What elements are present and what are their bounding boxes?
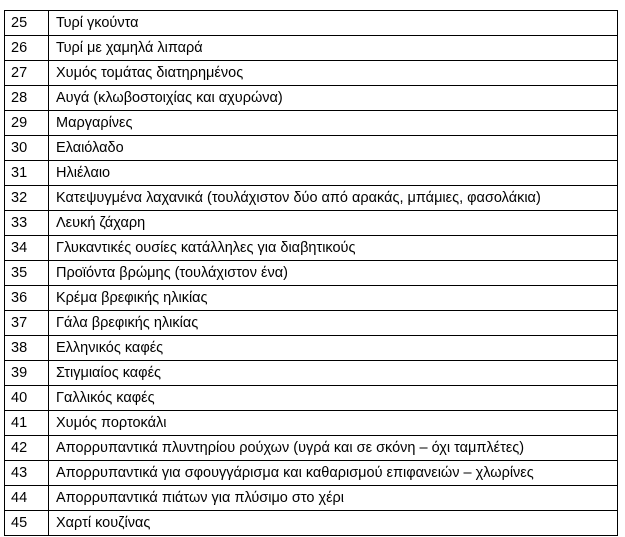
row-number: 39 [5, 361, 49, 386]
table-row [5, 211, 618, 236]
product-name: Γάλα βρεφικής ηλικίας [49, 311, 618, 336]
table-row [5, 386, 618, 411]
product-name: Χαρτί κουζίνας [49, 511, 618, 536]
row-number: 27 [5, 61, 49, 86]
product-name: Λευκή ζάχαρη [49, 211, 618, 236]
product-name: Απορρυπαντικά πιάτων για πλύσιμο στο χέρι [49, 486, 618, 511]
table-row [5, 111, 618, 136]
table-row [5, 511, 618, 536]
product-name: Γλυκαντικές ουσίες κατάλληλες για διαβητικούς [49, 236, 618, 261]
product-name: Ελαιόλαδο [49, 136, 618, 161]
row-number: 36 [5, 286, 49, 311]
row-number: 35 [5, 261, 49, 286]
row-number: 28 [5, 86, 49, 111]
row-number: 44 [5, 486, 49, 511]
row-number: 31 [5, 161, 49, 186]
product-name: Προϊόντα βρώμης (τουλάχιστον ένα) [49, 261, 618, 286]
product-name: Χυμός πορτοκάλι [49, 411, 618, 436]
table-row [5, 261, 618, 286]
table-row [5, 361, 618, 386]
product-name: Χυμός τομάτας διατηρημένος [49, 61, 618, 86]
table-row [5, 486, 618, 511]
product-name: Γαλλικός καφές [49, 386, 618, 411]
row-number: 40 [5, 386, 49, 411]
row-number: 26 [5, 36, 49, 61]
product-name: Απορρυπαντικά για σφουγγάρισμα και καθαρισμού επιφανειών – χλωρίνες [49, 461, 618, 486]
table-row [5, 136, 618, 161]
row-number: 32 [5, 186, 49, 211]
row-number: 42 [5, 436, 49, 461]
row-number: 41 [5, 411, 49, 436]
table-row [5, 36, 618, 61]
table-row [5, 236, 618, 261]
table-row [5, 61, 618, 86]
table-row [5, 336, 618, 361]
table-row [5, 161, 618, 186]
product-name: Κρέμα βρεφικής ηλικίας [49, 286, 618, 311]
product-name: Αυγά (κλωβοστοιχίας και αχυρώνα) [49, 86, 618, 111]
row-number: 33 [5, 211, 49, 236]
row-number: 43 [5, 461, 49, 486]
product-name: Κατεψυγμένα λαχανικά (τουλάχιστον δύο από αρακάς, μπάμιες, φασολάκια) [49, 186, 618, 211]
table-row [5, 311, 618, 336]
row-number: 29 [5, 111, 49, 136]
product-table-body [5, 11, 618, 536]
table-row [5, 411, 618, 436]
product-name: Απορρυπαντικά πλυντηρίου ρούχων (υγρά και σε σκόνη – όχι ταμπλέτες) [49, 436, 618, 461]
product-name: Τυρί με χαμηλά λιπαρά [49, 36, 618, 61]
table-row [5, 11, 618, 36]
row-number: 38 [5, 336, 49, 361]
table-row [5, 186, 618, 211]
row-number: 34 [5, 236, 49, 261]
product-table [4, 10, 618, 536]
row-number: 37 [5, 311, 49, 336]
row-number: 25 [5, 11, 49, 36]
product-name: Τυρί γκούντα [49, 11, 618, 36]
row-number: 30 [5, 136, 49, 161]
product-name: Στιγμιαίος καφές [49, 361, 618, 386]
product-name: Μαργαρίνες [49, 111, 618, 136]
product-name: Ηλιέλαιο [49, 161, 618, 186]
product-name: Ελληνικός καφές [49, 336, 618, 361]
table-row [5, 461, 618, 486]
row-number: 45 [5, 511, 49, 536]
table-row [5, 86, 618, 111]
table-row [5, 286, 618, 311]
table-row [5, 436, 618, 461]
